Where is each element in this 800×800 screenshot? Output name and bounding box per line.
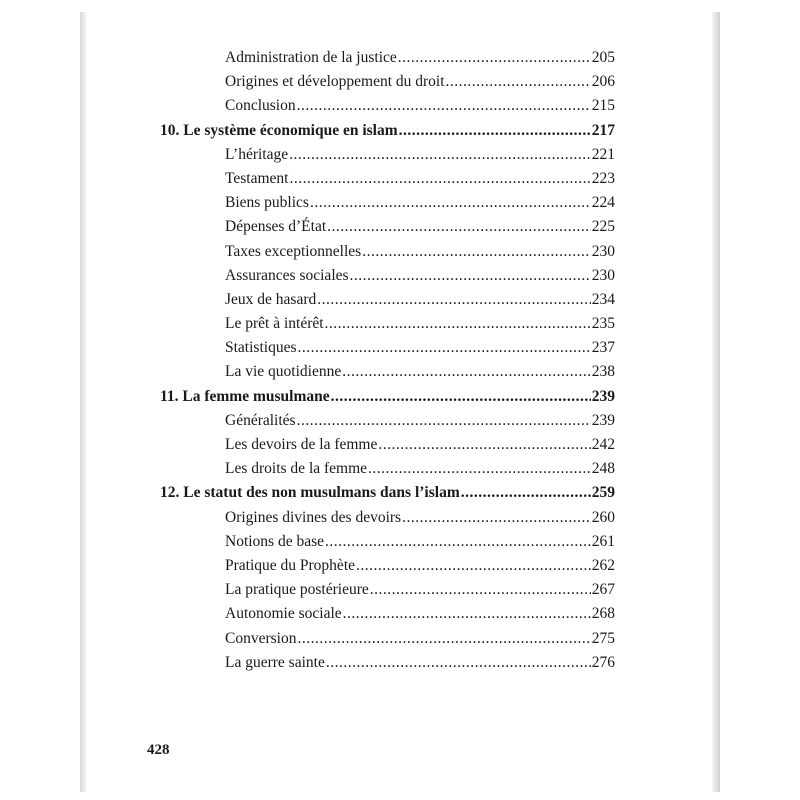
- dot-leader: [289, 167, 590, 191]
- dot-leader: [297, 409, 591, 433]
- toc-entry-title: Testament: [225, 169, 289, 187]
- toc-entry-title: Le prêt à intérêt: [225, 315, 324, 333]
- dot-leader: [399, 119, 591, 143]
- dot-leader: [327, 215, 591, 239]
- toc-entry-title: Autonomie sociale: [225, 605, 342, 623]
- toc-entry-title: 12. Le statut des non musulmans dans l’islam: [160, 484, 460, 502]
- toc-entry-title: Biens publics: [225, 194, 309, 212]
- toc-entry-page: 221: [591, 145, 615, 163]
- toc-entry-page: 234: [591, 290, 615, 308]
- toc-section-entry: [150, 94, 615, 118]
- toc-entry-title: Statistiques: [225, 339, 297, 357]
- toc-entry-title: La guerre sainte: [225, 653, 325, 671]
- dot-leader: [368, 457, 591, 481]
- dot-leader: [370, 578, 591, 602]
- dot-leader: [297, 94, 591, 118]
- toc-section-entry: [150, 360, 615, 384]
- dot-leader: [297, 627, 590, 651]
- dot-leader: [331, 385, 591, 409]
- toc-section-entry: [150, 554, 615, 578]
- toc-entry-title: Jeux de hasard: [225, 290, 317, 308]
- dot-leader: [325, 312, 591, 336]
- toc-section-entry: [150, 70, 615, 94]
- table-of-contents: [150, 46, 615, 675]
- toc-entry-title: La pratique postérieure: [225, 581, 369, 599]
- toc-section-entry: [150, 457, 615, 481]
- toc-entry-page: 267: [591, 581, 615, 599]
- toc-section-entry: [150, 143, 615, 167]
- toc-section-entry: [150, 240, 615, 264]
- toc-entry-title: Origines divines des devoirs: [225, 508, 402, 526]
- toc-entry-page: 259: [591, 484, 615, 502]
- toc-entry-page: 225: [591, 218, 615, 236]
- dot-leader: [310, 191, 591, 215]
- toc-entry-page: 261: [591, 532, 615, 550]
- toc-section-entry: [150, 336, 615, 360]
- dot-leader: [402, 506, 591, 530]
- toc-entry-title: Dépenses d’État: [225, 218, 327, 236]
- toc-section-entry: [150, 312, 615, 336]
- toc-section-entry: [150, 264, 615, 288]
- toc-chapter-entry: [150, 119, 615, 143]
- toc-entry-page: 260: [591, 508, 615, 526]
- toc-section-entry: [150, 602, 615, 626]
- toc-entry-page: 206: [591, 73, 615, 91]
- toc-section-entry: [150, 627, 615, 651]
- toc-section-entry: [150, 433, 615, 457]
- toc-entry-title: 10. Le système économique en islam: [160, 121, 398, 139]
- toc-entry-page: 224: [591, 194, 615, 212]
- toc-entry-page: 230: [591, 242, 615, 260]
- toc-section-entry: [150, 578, 615, 602]
- toc-entry-page: 205: [591, 49, 615, 66]
- toc-entry-page: 239: [591, 387, 615, 405]
- toc-chapter-entry: [150, 385, 615, 409]
- dot-leader: [297, 336, 590, 360]
- dot-leader: [446, 70, 591, 94]
- toc-entry-title: Notions de base: [225, 532, 325, 550]
- toc-entry-page: 237: [591, 339, 615, 357]
- toc-entry-page: 275: [591, 629, 615, 647]
- toc-section-entry: [150, 651, 615, 675]
- toc-entry-title: Conversion: [225, 629, 297, 647]
- toc-entry-title: L’héritage: [225, 145, 289, 163]
- toc-entry-page: 276: [591, 653, 615, 671]
- toc-entry-page: 235: [591, 315, 615, 333]
- page-edge-right: [712, 12, 720, 792]
- dot-leader: [350, 264, 591, 288]
- toc-section-entry: [150, 530, 615, 554]
- toc-entry-page: 239: [591, 411, 615, 429]
- dot-leader: [317, 288, 591, 312]
- dot-leader: [378, 433, 590, 457]
- toc-section-entry: [150, 409, 615, 433]
- dot-leader: [461, 481, 591, 505]
- toc-entry-title: Administration de la justice: [225, 49, 397, 66]
- dot-leader: [356, 554, 591, 578]
- toc-entry-title: 11. La femme musulmane: [160, 387, 330, 405]
- toc-entry-page: 248: [591, 460, 615, 478]
- toc-section-entry: [150, 46, 615, 70]
- dot-leader: [398, 46, 591, 70]
- toc-entry-page: 217: [591, 121, 615, 139]
- toc-section-entry: [150, 506, 615, 530]
- toc-entry-title: La vie quotidienne: [225, 363, 342, 381]
- dot-leader: [342, 360, 591, 384]
- toc-entry-page: 262: [591, 556, 615, 574]
- toc-section-entry: [150, 215, 615, 239]
- dot-leader: [326, 651, 591, 675]
- toc-entry-page: 242: [591, 436, 615, 453]
- toc-entry-title: Origines et développement du droit: [225, 73, 445, 91]
- toc-entry-page: 215: [591, 97, 615, 115]
- toc-entry-title: Les devoirs de la femme: [225, 436, 378, 453]
- dot-leader: [289, 143, 591, 167]
- toc-entry-page: 238: [591, 363, 615, 381]
- page-number: 428: [147, 742, 170, 758]
- toc-entry-page: 230: [591, 266, 615, 284]
- dot-leader: [343, 602, 591, 626]
- dot-leader: [362, 240, 591, 264]
- toc-chapter-entry: [150, 481, 615, 505]
- dot-leader: [325, 530, 591, 554]
- toc-entry-title: Assurances sociales: [225, 266, 349, 284]
- toc-entry-title: Les droits de la femme: [225, 460, 368, 478]
- toc-section-entry: [150, 167, 615, 191]
- toc-section-entry: [150, 288, 615, 312]
- toc-entry-page: 268: [591, 605, 615, 623]
- toc-entry-title: Généralités: [225, 411, 296, 429]
- toc-entry-title: Conclusion: [225, 97, 296, 115]
- toc-section-entry: [150, 191, 615, 215]
- toc-entry-title: Taxes exceptionnelles: [225, 242, 362, 260]
- toc-entry-page: 223: [591, 169, 615, 187]
- toc-entry-title: Pratique du Prophète: [225, 556, 356, 574]
